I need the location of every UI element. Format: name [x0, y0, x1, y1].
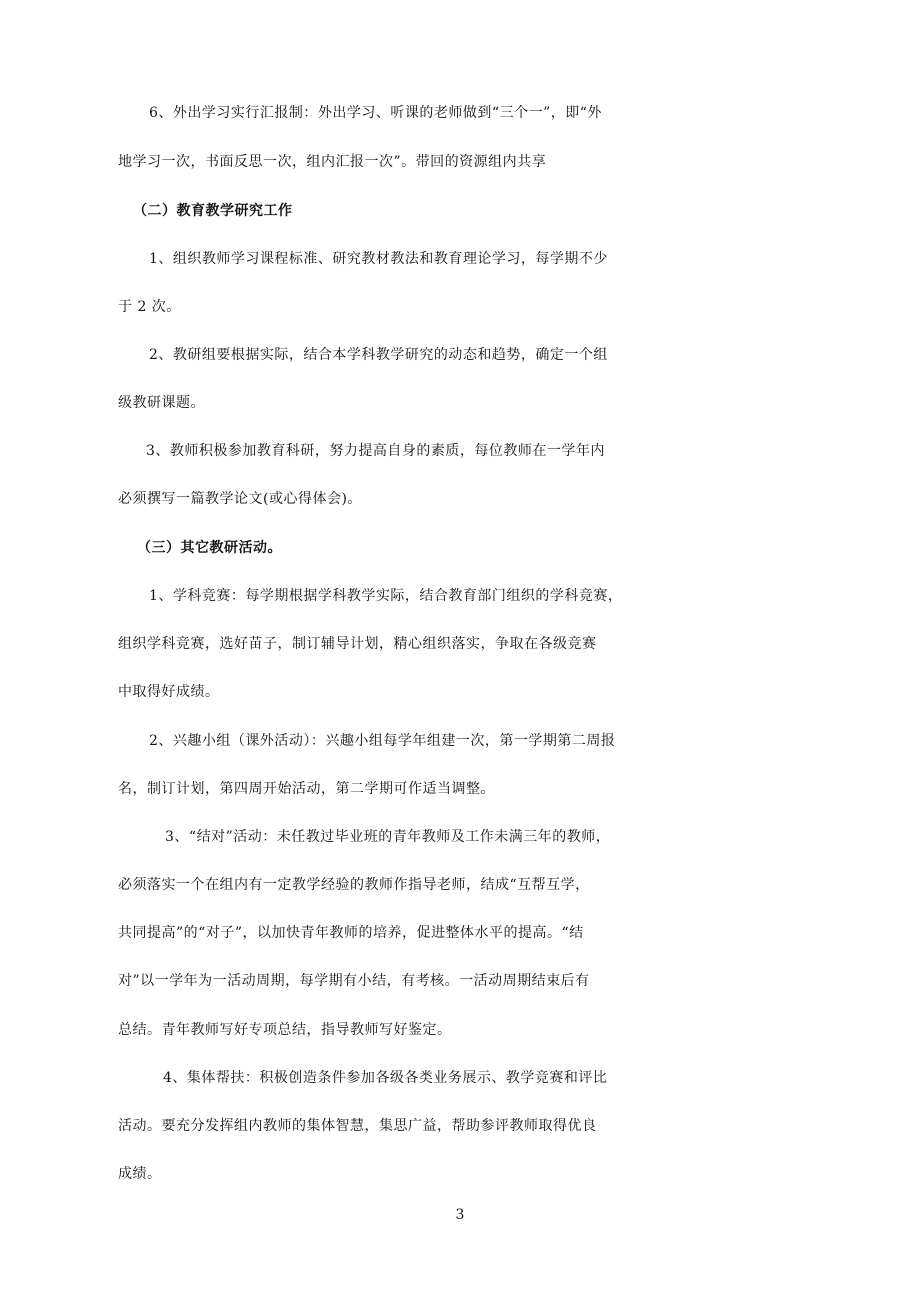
section-heading: （三）其它教研活动。: [137, 540, 282, 556]
paragraph-line: 1、学科竞赛：每学期根据学科教学实际，结合教育部门组织的学科竞赛，: [149, 588, 623, 604]
paragraph-line: 级教研课题。: [118, 395, 205, 411]
paragraph-line: 名，制订计划，第四周开始活动，第二学期可作适当调整。: [118, 781, 495, 797]
paragraph-line: 必须落实一个在组内有一定教学经验的教师作指导老师，结成“互帮互学，: [118, 877, 590, 893]
page-number: 3: [455, 1207, 465, 1223]
paragraph-line: 成绩。: [118, 1166, 162, 1182]
paragraph-line: 共同提高”的“对子”，以加快青年教师的培养，促进整体水平的提高。“结: [118, 925, 584, 941]
paragraph-line: 于 2 次。: [118, 299, 181, 315]
section-heading: （二）教育教学研究工作: [133, 203, 293, 219]
paragraph-line: 必须撰写一篇教学论文(或心得体会)。: [118, 491, 362, 507]
paragraph-line: 6、外出学习实行汇报制：外出学习、听课的老师做到“三个一”，即“外: [149, 105, 602, 121]
paragraph-line: 3、教师积极参加教育科研，努力提高自身的素质，每位教师在一学年内: [146, 443, 605, 459]
paragraph-line: 3、“结对”活动：未任教过毕业班的青年教师及工作未满三年的教师，: [165, 829, 611, 845]
paragraph-line: 2、教研组要根据实际，结合本学科教学研究的动态和趋势，确定一个组: [149, 347, 608, 363]
paragraph-line: 4、集体帮扶：积极创造条件参加各级各类业务展示、教学竞赛和评比: [163, 1070, 608, 1086]
paragraph-line: 总结。青年教师写好专项总结，指导教师写好鉴定。: [118, 1022, 452, 1038]
paragraph-line: 2、兴趣小组（课外活动）：兴趣小组每学年组建一次，第一学期第二周报: [149, 733, 616, 749]
paragraph-line: 活动。要充分发挥组内教师的集体智慧，集思广益，帮助参评教师取得优良: [118, 1118, 597, 1134]
paragraph-line: 中取得好成绩。: [118, 684, 220, 700]
paragraph-line: 对”以一学年为一活动周期，每学期有小结，有考核。一活动周期结束后有: [118, 973, 590, 989]
paragraph-line: 1、组织教师学习课程标准、研究教材教法和教育理论学习，每学期不少: [149, 251, 608, 267]
paragraph-line: 组织学科竞赛，选好苗子，制订辅导计划，精心组织落实，争取在各级竞赛: [118, 636, 597, 652]
paragraph-line: 地学习一次，书面反思一次，组内汇报一次”。带回的资源组内共享: [118, 154, 547, 170]
